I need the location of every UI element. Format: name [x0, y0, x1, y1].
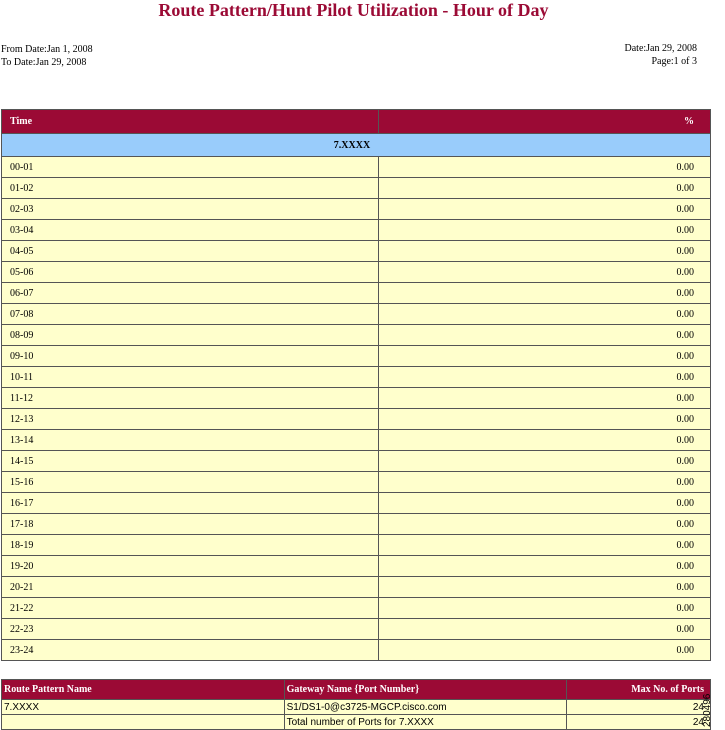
table-row: [2, 430, 711, 451]
table-row: [2, 241, 711, 262]
percent-cell: 0.00: [379, 220, 711, 241]
table-row: [2, 577, 711, 598]
table-row: [2, 283, 711, 304]
figure-id: 280496: [702, 693, 713, 727]
percent-cell: 0.00: [379, 157, 711, 178]
table-row: [2, 367, 711, 388]
table-row: [2, 220, 711, 241]
percent-cell: 0.00: [379, 388, 711, 409]
time-cell: 09-10: [2, 346, 379, 367]
total-ports-label: Total number of Ports for 7.XXXX: [284, 715, 567, 730]
max-ports: 24: [567, 700, 711, 715]
time-cell: 15-16: [2, 472, 379, 493]
time-cell: 23-24: [2, 640, 379, 661]
date-range: [1, 43, 93, 69]
time-cell: 02-03: [2, 199, 379, 220]
time-cell: 16-17: [2, 493, 379, 514]
percent-cell: 0.00: [379, 619, 711, 640]
percent-cell: 0.00: [379, 598, 711, 619]
time-cell: 18-19: [2, 535, 379, 556]
percent-cell: 0.00: [379, 346, 711, 367]
time-cell: 22-23: [2, 619, 379, 640]
percent-cell: 0.00: [379, 325, 711, 346]
percent-cell: 0.00: [379, 535, 711, 556]
table-row: [2, 640, 711, 661]
table-row: [2, 598, 711, 619]
percent-cell: 0.00: [379, 241, 711, 262]
route-pattern-name-header: Route Pattern Name: [2, 680, 285, 700]
table-header: [2, 110, 711, 134]
gateway-table: [1, 679, 711, 730]
percent-cell: 0.00: [379, 556, 711, 577]
table-row: [2, 535, 711, 556]
time-cell: 00-01: [2, 157, 379, 178]
total-ports: 24: [567, 715, 711, 730]
table-row: [2, 409, 711, 430]
time-cell: 12-13: [2, 409, 379, 430]
time-cell: 01-02: [2, 178, 379, 199]
percent-cell: 0.00: [379, 367, 711, 388]
route-pattern-name: [2, 715, 285, 730]
time-cell: 04-05: [2, 241, 379, 262]
table-row: [2, 472, 711, 493]
time-column-header: Time: [2, 110, 379, 134]
table-row: [2, 157, 711, 178]
report-info: [625, 42, 698, 68]
time-cell: 08-09: [2, 325, 379, 346]
gateway-table-header: [2, 680, 711, 700]
table-row: [2, 388, 711, 409]
report-title: Route Pattern/Hunt Pilot Utilization - Hour of Day: [158, 0, 549, 20]
time-cell: 20-21: [2, 577, 379, 598]
table-row: [2, 514, 711, 535]
table-row: [2, 619, 711, 640]
gateway-name-header: Gateway Name {Port Number}: [284, 680, 567, 700]
table-row: [2, 346, 711, 367]
utilization-table: [1, 109, 711, 661]
percent-column-header: %: [379, 110, 711, 134]
percent-cell: 0.00: [379, 283, 711, 304]
table-row: [2, 262, 711, 283]
report-date: Date:Jan 29, 2008: [624, 43, 697, 54]
time-cell: 14-15: [2, 451, 379, 472]
page-number: Page:1 of 3: [651, 56, 697, 67]
percent-cell: 0.00: [379, 262, 711, 283]
percent-cell: 0.00: [379, 409, 711, 430]
percent-cell: 0.00: [379, 577, 711, 598]
to-date: To Date:Jan 29, 2008: [1, 57, 87, 68]
table-row: [2, 304, 711, 325]
percent-cell: 0.00: [379, 451, 711, 472]
group-row: [2, 134, 711, 157]
table-row: [2, 325, 711, 346]
table-row: [2, 199, 711, 220]
table-row: [2, 556, 711, 577]
gateway-name: S1/DS1-0@c3725-MGCP.cisco.com: [284, 700, 567, 715]
table-row: [2, 178, 711, 199]
percent-cell: 0.00: [379, 304, 711, 325]
time-cell: 06-07: [2, 283, 379, 304]
time-cell: 21-22: [2, 598, 379, 619]
percent-cell: 0.00: [379, 493, 711, 514]
table-row: [2, 700, 711, 715]
percent-cell: 0.00: [379, 640, 711, 661]
time-cell: 11-12: [2, 388, 379, 409]
route-pattern-group: 7.XXXX: [2, 134, 711, 157]
time-cell: 13-14: [2, 430, 379, 451]
table-row: [2, 451, 711, 472]
time-cell: 19-20: [2, 556, 379, 577]
table-row: [2, 715, 711, 730]
time-cell: 03-04: [2, 220, 379, 241]
from-date: From Date:Jan 1, 2008: [1, 44, 93, 55]
percent-cell: 0.00: [379, 514, 711, 535]
percent-cell: 0.00: [379, 430, 711, 451]
route-pattern-name: 7.XXXX: [2, 700, 285, 715]
percent-cell: 0.00: [379, 199, 711, 220]
time-cell: 05-06: [2, 262, 379, 283]
time-cell: 17-18: [2, 514, 379, 535]
percent-cell: 0.00: [379, 472, 711, 493]
max-ports-header: Max No. of Ports: [567, 680, 711, 700]
percent-cell: 0.00: [379, 178, 711, 199]
time-cell: 10-11: [2, 367, 379, 388]
time-cell: 07-08: [2, 304, 379, 325]
table-row: [2, 493, 711, 514]
